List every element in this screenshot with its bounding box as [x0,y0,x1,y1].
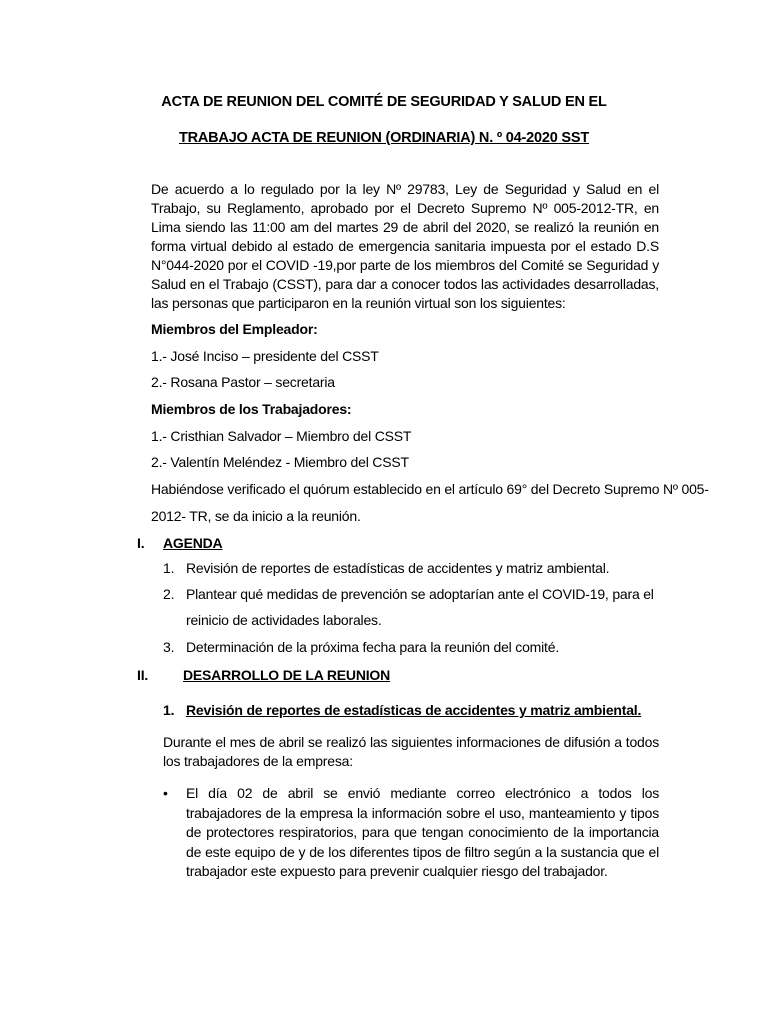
agenda-item-number: 3. [163,639,175,655]
worker-member-1: 1.- Cristhian Salvador – Miembro del CSST [151,428,412,444]
section-development-heading [137,667,390,683]
agenda-item-1 [163,555,663,581]
worker-members-heading: Miembros de los Trabajadores: [151,401,352,417]
agenda-item-3 [163,634,663,660]
employer-member-2: 2.- Rosana Pastor – secretaria [151,374,335,390]
section-number: I. [137,535,145,551]
bullet-icon: • [163,785,168,801]
subsection-title: Revisión de reportes de estadísticas de accidentes y matriz ambiental. [186,702,642,718]
document-title-line-2: TRABAJO ACTA DE REUNION (ORDINARIA) N. º 04-2020 SST [178,130,590,146]
bullet-text: El día 02 de abril se envió mediante correo electrónico a todos los trabajadores de la empresa la información sobre el uso, manteamiento y tipos de protectores respiratorios, para que tengan conocimiento de la importancia de este equipo de y de los diferentes tipos de filtro según a la sustancia que el trabajador este expuesto para prevenir cualquier riesgo del trabajador. [186,785,659,879]
document-title-line-1: ACTA DE REUNION DEL COMITÉ DE SEGURIDAD Y SALUD EN EL [161,94,607,110]
development-paragraph: Durante el mes de abril se realizó las siguientes informaciones de difusión a todos los trabajadores de la empresa: [163,734,659,769]
subsection-heading [163,702,641,718]
bullet-item [163,784,659,882]
worker-member-2: 2.- Valentín Meléndez - Miembro del CSST [151,454,409,470]
employer-members-heading: Miembros del Empleador: [151,321,318,337]
section-number: II. [137,667,149,683]
quorum-line-2: 2012- TR, se da inicio a la reunión. [151,508,361,524]
quorum-line-1: Habiéndose verificado el quórum establecido en el artículo 69° del Decreto Supremo Nº 005- [151,481,709,497]
agenda-item-text: Revisión de reportes de estadísticas de accidentes y matriz ambiental. [186,560,610,576]
employer-member-1: 1.- José Inciso – presidente del CSST [151,348,379,364]
section-title: DESARROLLO DE LA REUNION [183,667,391,683]
section-agenda-heading [137,535,222,551]
subsection-number: 1. [163,702,175,718]
agenda-item-number: 2. [163,586,175,602]
agenda-item-2 [163,581,663,633]
agenda-item-number: 1. [163,560,175,576]
section-title: AGENDA [163,535,223,551]
agenda-item-text: Determinación de la próxima fecha para la reunión del comité. [186,639,560,655]
agenda-item-text: Plantear qué medidas de prevención se adoptarían ante el COVID-19, para el reinicio de actividades laborales. [186,586,654,628]
intro-paragraph: De acuerdo a lo regulado por la ley Nº 29783, Ley de Seguridad y Salud en el Trabajo, su Reglamento, aprobado por el Decreto Supremo Nº 005-2012-TR, en Lima siendo las 11:00 am del martes 29 de abril del 2020, se realizó la reunión en forma virtual debido al estado de emergencia sanitaria impuesta por el estado D.S N°044-2020 por el COVID -19,por parte de los miembros del Comité se Seguridad y Salud en el Trabajo (CSST), para dar a conocer todos las actividades desarrolladas, las personas que participaron en la reunión virtual son los siguientes: [151,181,659,311]
